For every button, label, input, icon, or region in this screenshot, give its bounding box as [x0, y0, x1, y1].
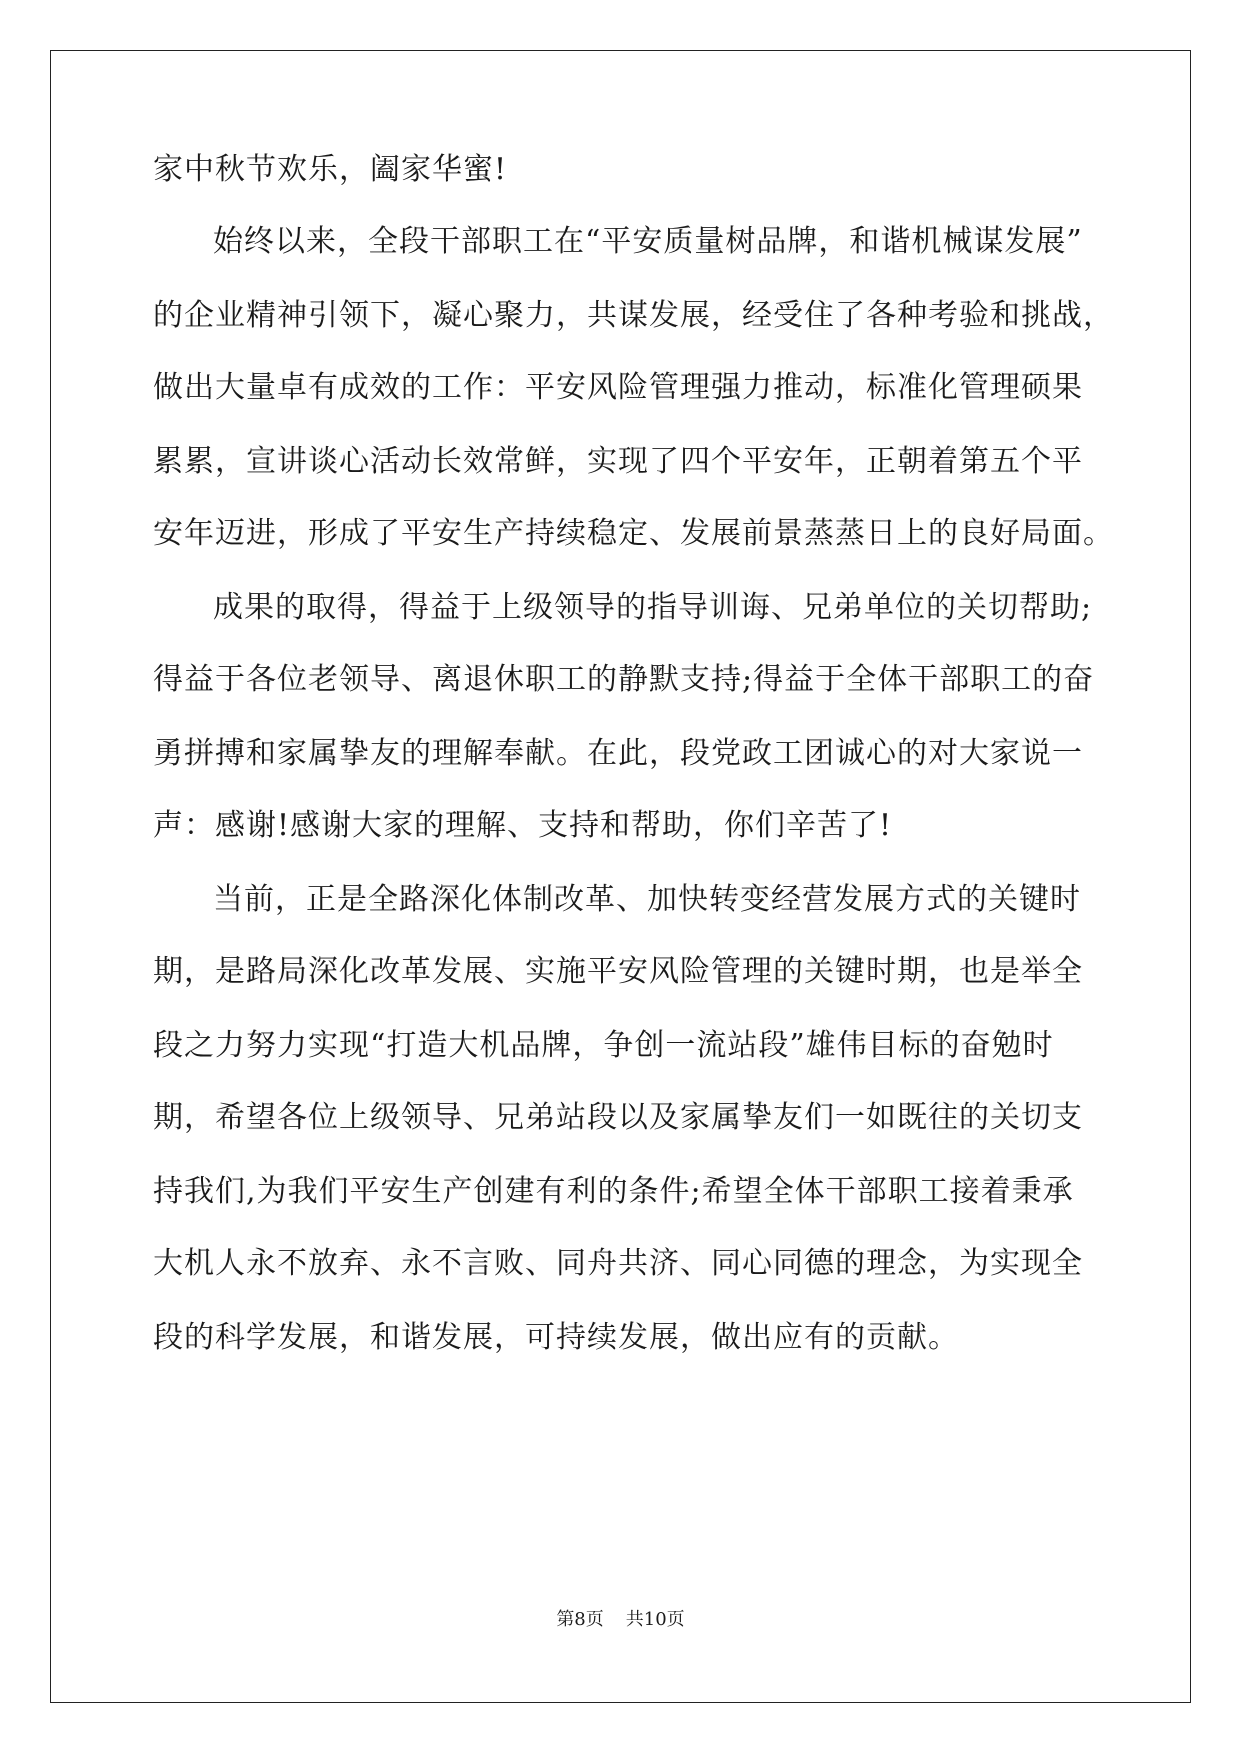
text-line: 段之力努力实现“打造大机品牌，争创一流站段”雄伟目标的奋勉时: [153, 1028, 1054, 1063]
text-line: 当前，正是全路深化体制改革、加快转变经营发展方式的关键时: [213, 882, 1081, 917]
text-line: 安年迈进，形成了平安生产持续稳定、发展前景蒸蒸日上的良好局面。: [153, 516, 1114, 551]
text-line: 段的科学发展，和谐发展，可持续发展，做出应有的贡献。: [153, 1320, 959, 1355]
text-line: 家中秋节欢乐，阖家华蜜!: [153, 152, 508, 187]
text-line: 累累，宣讲谈心活动长效常鲜，实现了四个平安年，正朝着第五个平: [153, 444, 1083, 479]
text-line: 期，希望各位上级领导、兄弟站段以及家属挚友们一如既往的关切支: [153, 1100, 1083, 1135]
text-line: 的企业精神引领下，凝心聚力，共谋发展，经受住了各种考验和挑战，: [153, 298, 1114, 333]
text-line: 声：感谢!感谢大家的理解、支持和帮助，你们辛苦了!: [153, 808, 893, 843]
text-line: 勇拼搏和家属挚友的理解奉献。在此，段党政工团诚心的对大家说一: [153, 736, 1083, 771]
text-line: 持我们,为我们平安生产创建有利的条件;希望全体干部职工接着秉承: [153, 1174, 1074, 1209]
text-line: 做出大量卓有成效的工作：平安风险管理强力推动，标准化管理硕果: [153, 370, 1083, 405]
text-line: 期，是路局深化改革发展、实施平安风险管理的关键时期，也是举全: [153, 954, 1083, 989]
text-line: 大机人永不放弃、永不言败、同舟共济、同心同德的理念，为实现全: [153, 1246, 1083, 1281]
text-line: 成果的取得，得益于上级领导的指导训诲、兄弟单位的关切帮助;: [213, 590, 1093, 625]
page-footer: [0, 1608, 1241, 1632]
text-line: 得益于各位老领导、离退休职工的静默支持;得益于全体干部职工的奋: [153, 662, 1095, 697]
text-line: 始终以来，全段干部职工在“平安质量树品牌，和谐机械谋发展”: [213, 224, 1083, 259]
page-total: 共10页: [625, 1609, 685, 1630]
page-number: 第8页: [556, 1609, 604, 1630]
